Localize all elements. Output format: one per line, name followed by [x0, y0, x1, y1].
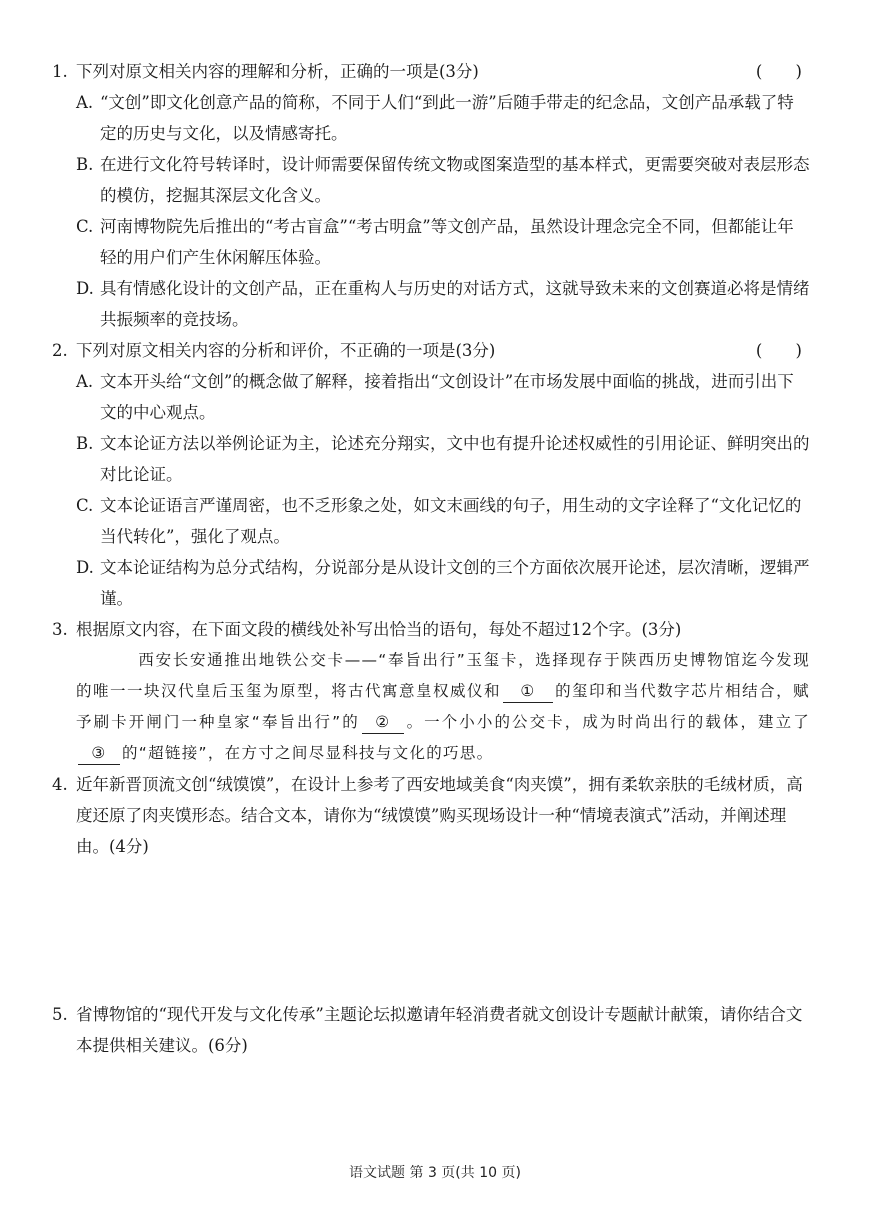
question-1-stem [52, 56, 818, 87]
passage-part-4: 的“超链接”，在方寸之间尽显科技与文化的巧思。 [122, 744, 494, 762]
question-1-option-d [52, 273, 818, 335]
option-text: 具有情感化设计的文创产品，正在重构人与历史的对话方式，这就导致未来的文创赛道必将是情绪共振频率的竞技场。 [100, 279, 810, 329]
question-1-option-c [52, 211, 818, 273]
passage-part-3: 。一个小小的公交卡，成为时尚出行的载体，建立了 [405, 713, 810, 731]
question-3-stem [52, 614, 818, 645]
question-3-number: 3. [52, 620, 68, 639]
passage-part-1: 西安长安通推出地铁公交卡——“奉旨出行”玉玺卡，选择现存于陕西历史博物馆迄今发现的唯一一块汉代皇后玉玺为原型，将古代寓意皇权威仪和 [76, 651, 810, 700]
option-letter: C. [76, 217, 94, 236]
question-4-text: 近年新晋顶流文创“绒馍馍”，在设计上参考了西安地域美食“肉夹馍”，拥有柔软亲肤的毛绒材质，高度还原了肉夹馍形态。结合文本，请你为“绒馍馍”购买现场设计一种“情境表演式”活动，并阐述理由。(4分) [76, 775, 803, 856]
fill-blank-1[interactable]: ① [503, 680, 553, 703]
question-2-stem [52, 335, 818, 366]
question-2-text: 下列对原文相关内容的分析和评价，不正确的一项是(3分) [76, 341, 496, 360]
question-3 [52, 614, 818, 769]
question-2-option-b [52, 428, 818, 490]
question-1-text: 下列对原文相关内容的理解和分析，正确的一项是(3分) [76, 62, 479, 81]
option-text: “文创”即文化创意产品的简称，不同于人们“到此一游”后随手带走的纪念品，文创产品承载了特定的历史与文化，以及情感寄托。 [100, 93, 794, 143]
question-4-answer-space[interactable] [52, 862, 818, 999]
question-4-number: 4. [52, 775, 68, 794]
option-letter: D. [76, 558, 94, 577]
option-text: 文本论证语言严谨周密，也不乏形象之处，如文末画线的句子，用生动的文字诠释了“文化记忆的当代转化”，强化了观点。 [100, 496, 802, 546]
fill-blank-2[interactable]: ② [362, 711, 404, 734]
option-letter: C. [76, 496, 94, 515]
question-5-text: 省博物馆的“现代开发与文化传承”主题论坛拟邀请年轻消费者就文创设计专题献计献策，请你结合文本提供相关建议。(6分) [76, 1005, 803, 1055]
question-5 [52, 999, 818, 1061]
question-1-option-b [52, 149, 818, 211]
option-text: 河南博物院先后推出的“考古盲盒”“考古明盒”等文创产品，虽然设计理念完全不同，但都能让年轻的用户们产生休闲解压体验。 [100, 217, 794, 267]
option-letter: A. [76, 372, 94, 391]
option-text: 在进行文化符号转译时，设计师需要保留传统文物或图案造型的基本样式，更需要突破对表层形态的模仿，挖掘其深层文化含义。 [100, 155, 810, 205]
option-letter: B. [76, 434, 94, 453]
question-1-answer-bracket: ( ) [755, 62, 816, 81]
question-5-answer-space[interactable] [52, 1061, 818, 1161]
question-1 [52, 56, 818, 335]
question-3-text: 根据原文内容，在下面文段的横线处补写出恰当的语句，每处不超过12个字。(3分) [76, 620, 682, 639]
question-1-option-a [52, 87, 818, 149]
question-2-answer-bracket: ( ) [755, 341, 816, 360]
option-text: 文本开头给“文创”的概念做了解释，接着指出“文创设计”在市场发展中面临的挑战，进而引出下文的中心观点。 [100, 372, 794, 422]
question-5-stem [52, 999, 818, 1061]
question-2-option-d [52, 552, 818, 614]
option-letter: A. [76, 93, 94, 112]
option-letter: B. [76, 155, 94, 174]
question-2-number: 2. [52, 341, 68, 360]
option-text: 文本论证方法以举例论证为主，论述充分翔实，文中也有提升论述权威性的引用论证、鲜明突出的对比论证。 [100, 434, 810, 484]
question-1-number: 1. [52, 62, 68, 81]
question-4-stem [52, 769, 818, 862]
question-5-number: 5. [52, 1005, 68, 1024]
question-2-option-a [52, 366, 818, 428]
question-2 [52, 335, 818, 614]
fill-blank-3[interactable]: ③ [78, 742, 120, 765]
option-letter: D. [76, 279, 94, 298]
question-2-option-c [52, 490, 818, 552]
option-text: 文本论证结构为总分式结构，分说部分是从设计文创的三个方面依次展开论述，层次清晰，逻辑严谨。 [100, 558, 810, 608]
question-3-passage [52, 645, 818, 769]
passage-part-2: 的玺印和当代数字芯片相结合，赋予刷卡开闸门一种皇家“奉旨出行”的 [76, 682, 810, 731]
page-footer: 语文试题 第 3 页(共 10 页) [349, 1165, 521, 1181]
question-4 [52, 769, 818, 862]
